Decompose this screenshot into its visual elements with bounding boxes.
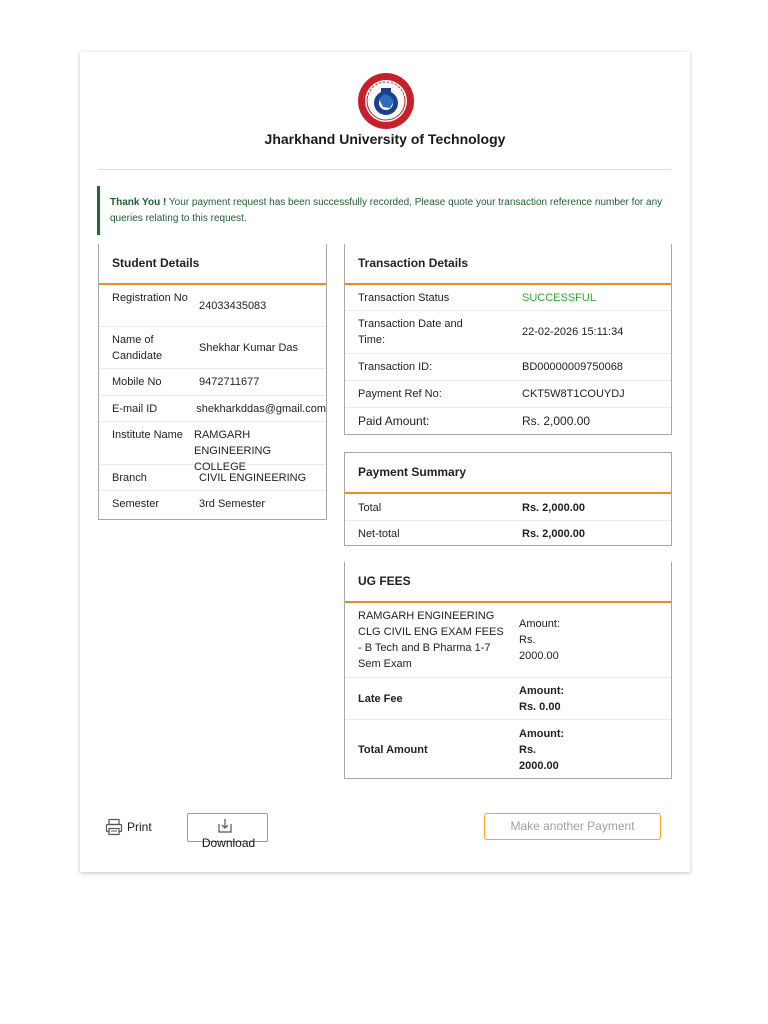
fee-value: Amount: Rs. 2000.00 [519, 618, 560, 662]
summary-label: Total [358, 502, 382, 514]
txn-value: 22-02-2026 15:11:34 [522, 326, 624, 338]
txn-row-id [345, 354, 671, 381]
success-notice [97, 186, 680, 235]
fee-row-total [345, 720, 671, 778]
student-row-mobile [99, 369, 326, 396]
txn-label: Transaction Date and Time: [358, 318, 463, 346]
university-title: Jharkhand University of Technology [264, 131, 506, 147]
notice-message: Your payment request has been successfully recorded, Please quote your transaction reference number for any queries relating to this request. [110, 197, 663, 224]
student-value: 24033435083 [199, 300, 267, 312]
txn-row-ref [345, 381, 671, 408]
txn-label: Transaction ID: [358, 361, 433, 373]
status-badge: SUCCESSFUL [522, 292, 596, 304]
print-label: Print [127, 820, 152, 834]
txn-value: BD00000009750068 [522, 361, 623, 373]
student-label: Name of Candidate [112, 334, 163, 362]
summary-row-total [345, 494, 671, 521]
notice-lead: Thank You ! [110, 197, 167, 208]
printer-icon [105, 818, 123, 836]
fee-label: RAMGARH ENGINEERING CLG CIVIL ENG EXAM FEES - B Tech and B Pharma 1-7 Sem Exam [358, 610, 504, 670]
student-value: Shekhar Kumar Das [199, 342, 299, 354]
fee-row-exam [345, 603, 671, 678]
student-row-semester [99, 491, 326, 517]
student-row-name [99, 327, 326, 369]
student-row-institute [99, 422, 326, 473]
download-icon [217, 818, 233, 834]
transaction-details-panel [344, 244, 672, 435]
fee-label: Late Fee [358, 693, 403, 705]
student-label: Mobile No [112, 376, 162, 388]
transaction-details-title: Transaction Details [345, 244, 671, 285]
header-divider [98, 169, 671, 170]
student-row-registration [99, 285, 326, 327]
fee-value: Amount: Rs. 2000.00 [519, 728, 565, 772]
university-logo [357, 72, 415, 130]
txn-value: Rs. 2,000.00 [522, 414, 591, 428]
student-label: Branch [112, 472, 147, 484]
ug-fees-title: UG FEES [345, 562, 671, 603]
summary-value: Rs. 2,000.00 [522, 502, 585, 514]
student-value: RAMGARH ENGINEERING COLLEGE [194, 429, 272, 473]
ug-fees-panel [344, 562, 672, 779]
student-label: Semester [112, 498, 160, 510]
student-details-title: Student Details [99, 244, 326, 285]
student-value: 3rd Semester [199, 498, 266, 510]
summary-label: Net-total [358, 528, 400, 540]
summary-row-net-total [345, 521, 671, 546]
student-value: 9472711677 [199, 376, 260, 388]
student-value: shekharkddas@gmail.com [196, 403, 326, 415]
payment-summary-panel [344, 452, 672, 546]
student-value: CIVIL ENGINEERING [199, 472, 307, 484]
download-button[interactable] [187, 813, 268, 850]
txn-label: Payment Ref No: [358, 388, 442, 400]
download-label: Download [201, 836, 256, 850]
student-label: Institute Name [112, 429, 183, 441]
payment-receipt-card [80, 52, 690, 872]
print-button[interactable] [105, 818, 152, 836]
make-another-payment-button[interactable]: Make another Payment [484, 813, 661, 840]
student-details-panel [98, 244, 327, 520]
txn-label: Transaction Status [358, 292, 450, 304]
fee-row-late [345, 678, 671, 720]
summary-value: Rs. 2,000.00 [522, 528, 585, 540]
txn-row-datetime [345, 311, 671, 354]
fee-value: Amount: Rs. 0.00 [519, 685, 565, 713]
txn-row-status [345, 285, 671, 311]
txn-value: CKT5W8T1COUYDJ [522, 388, 625, 400]
payment-summary-title: Payment Summary [345, 453, 671, 494]
student-row-email [99, 396, 326, 422]
fee-label: Total Amount [358, 744, 428, 756]
student-label: E-mail ID [112, 403, 158, 415]
student-label: Registration No [112, 292, 188, 304]
txn-row-paid [345, 408, 671, 434]
txn-label: Paid Amount: [358, 414, 430, 428]
